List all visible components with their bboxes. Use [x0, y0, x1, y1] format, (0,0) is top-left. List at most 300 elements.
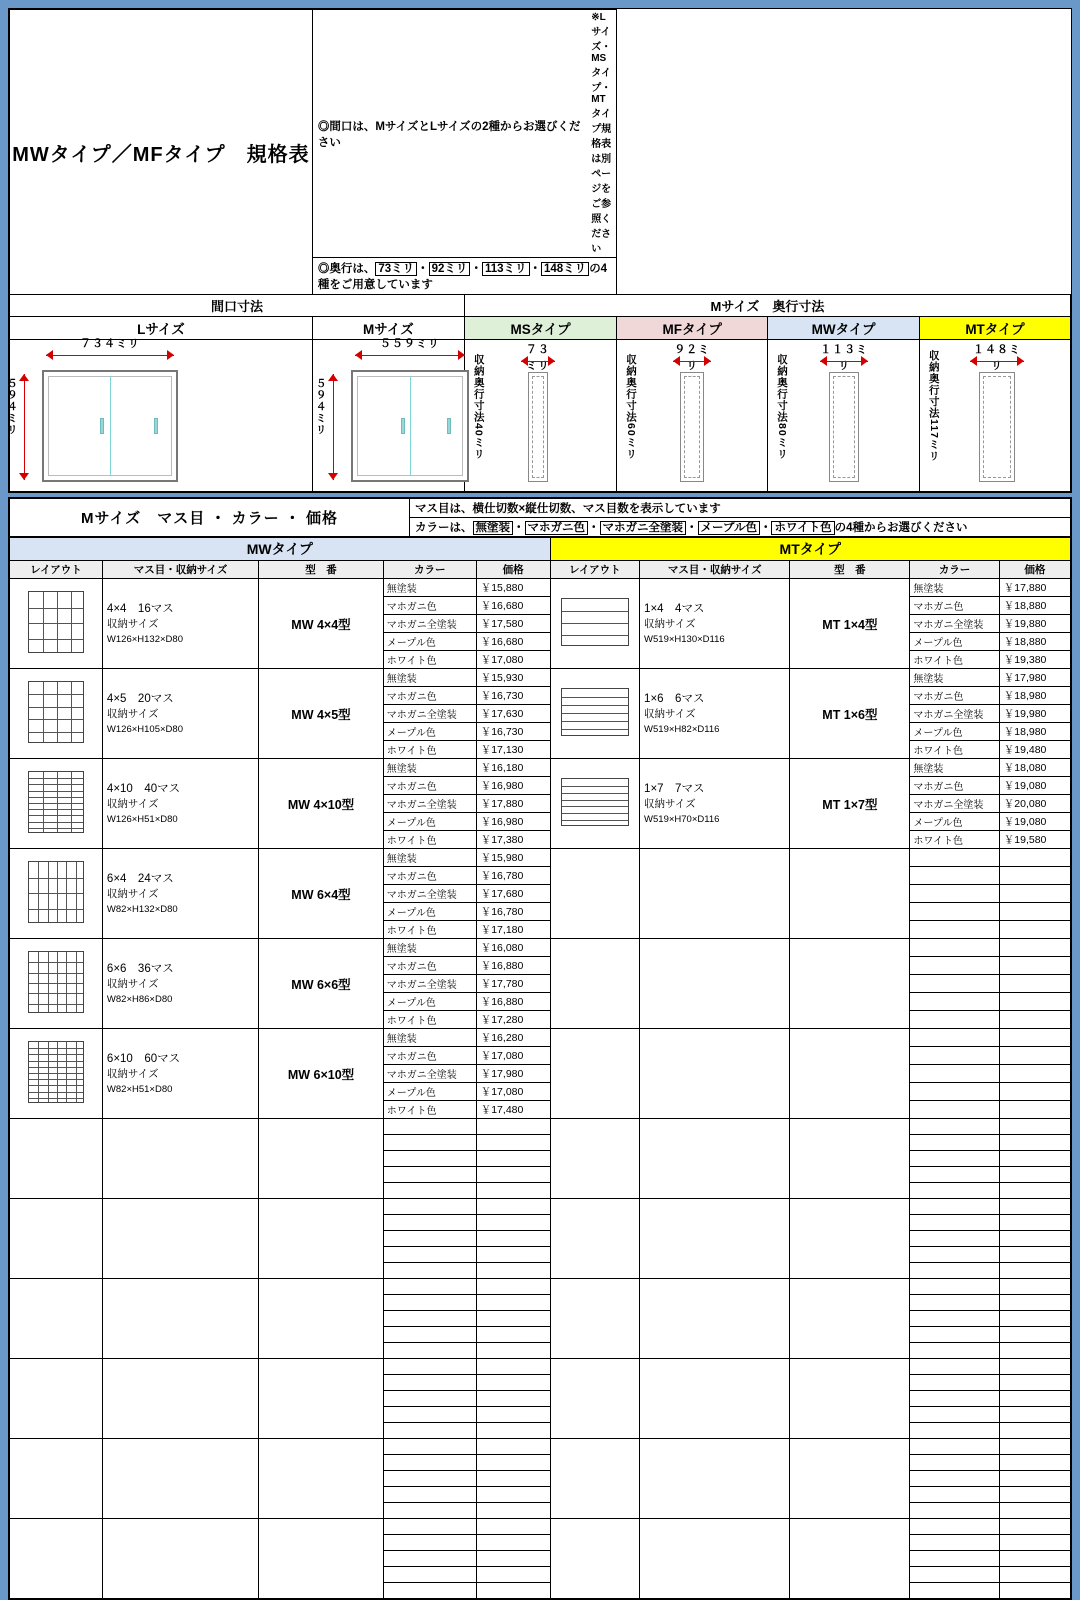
mw-price-cell — [476, 1231, 550, 1247]
mw-spec-cell — [102, 1519, 258, 1599]
mw-spec-cell — [102, 759, 258, 849]
layout-thumbnail — [28, 591, 84, 653]
mt-price-cell — [999, 1295, 1070, 1311]
depth-value-3: 113ミリ — [482, 262, 530, 276]
mf-width-label: ９２ミリ — [674, 344, 711, 372]
mt-price-cell: ￥19,980 — [999, 705, 1070, 723]
mw-color-cell: マホガニ全塗装 — [383, 975, 476, 993]
mw-spec-cell — [102, 1119, 258, 1199]
storage-label: 収納サイズ — [644, 798, 696, 811]
mt-color-cell — [910, 903, 999, 921]
mw-color-cell: マホガニ色 — [383, 1047, 476, 1065]
mt-color-cell — [910, 993, 999, 1011]
mt-price-cell: ￥19,380 — [999, 651, 1070, 669]
mt-color-cell: メープル色 — [910, 813, 999, 831]
mt-model-cell — [790, 1029, 910, 1119]
mw-color-cell — [383, 1439, 476, 1455]
mt-model-cell — [790, 849, 910, 939]
depth-value-2: 92ミリ — [429, 262, 471, 276]
mw-price-cell: ￥17,980 — [476, 1065, 550, 1083]
mw-price-cell — [476, 1375, 550, 1391]
mt-color-cell: ホワイト色 — [910, 741, 999, 759]
note-colors-post: の4種からお選びください — [834, 522, 968, 534]
mt-color-cell — [910, 867, 999, 885]
mw-price-cell — [476, 1487, 550, 1503]
cell-count: 1×4 4マス — [644, 602, 705, 615]
mt-price-cell — [999, 993, 1070, 1011]
layout-thumbnail — [28, 861, 84, 923]
mt-layout-cell — [550, 1519, 639, 1599]
section-width-header: 間口寸法 — [10, 295, 465, 317]
mw-model-cell: MW 4×5型 — [259, 669, 384, 759]
mt-color-cell — [910, 1101, 999, 1119]
mw-price-cell — [476, 1199, 550, 1215]
mt-spec-cell — [640, 939, 790, 1029]
size-header-mf: MFタイプ — [617, 317, 768, 340]
mw-layout-cell — [10, 849, 103, 939]
mt-price-cell — [999, 1083, 1070, 1101]
mt-price-cell — [999, 1567, 1070, 1583]
mt-price-cell — [999, 921, 1070, 939]
mw-price-cell — [476, 1391, 550, 1407]
table-row — [10, 849, 1071, 867]
storage-label: 収納サイズ — [106, 708, 159, 721]
mt-spec-cell — [640, 1029, 790, 1119]
mt-layout-cell — [550, 939, 639, 1029]
mt-spec-cell — [640, 1199, 790, 1279]
mw-color-cell: 無塗装 — [383, 849, 476, 867]
mw-price-cell — [476, 1167, 550, 1183]
mt-price-cell — [999, 1391, 1070, 1407]
mt-color-cell — [910, 921, 999, 939]
mw-price-cell: ￥17,480 — [476, 1101, 550, 1119]
mt-color-cell — [910, 1295, 999, 1311]
mt-price-cell — [999, 903, 1070, 921]
mw-layout-cell — [10, 579, 103, 669]
l-cabinet-figure — [42, 370, 178, 482]
mw-color-cell: ホワイト色 — [383, 1011, 476, 1029]
mw-price-cell: ￥16,880 — [476, 957, 550, 975]
mt-price-cell — [999, 1487, 1070, 1503]
mw-color-cell — [383, 1183, 476, 1199]
color-opt-1: 無塗装 — [473, 521, 514, 535]
storage-label: 収納サイズ — [644, 708, 696, 721]
mw-color-cell — [383, 1167, 476, 1183]
diagram-mf-depth — [617, 340, 768, 492]
mw-color-cell: マホガニ色 — [383, 687, 476, 705]
mw-price-cell: ￥16,980 — [476, 813, 550, 831]
mt-color-cell: マホガニ全塗装 — [910, 615, 999, 633]
mt-spec-cell — [640, 1519, 790, 1599]
storage-label: 収納サイズ — [106, 888, 159, 901]
mt-price-cell: ￥19,580 — [999, 831, 1070, 849]
mw-color-cell — [383, 1119, 476, 1135]
mw-model-cell — [259, 1199, 384, 1279]
mt-price-cell — [999, 1215, 1070, 1231]
layout-thumbnail — [28, 951, 84, 1013]
mt-model-cell — [790, 1199, 910, 1279]
mw-color-cell — [383, 1327, 476, 1343]
mw-color-cell — [383, 1471, 476, 1487]
mw-model-cell: MW 6×10型 — [259, 1029, 384, 1119]
price-header-table — [9, 498, 1071, 537]
mt-layout-cell — [550, 1029, 639, 1119]
mt-price-cell — [999, 1167, 1070, 1183]
mf-width-arrow — [673, 344, 711, 372]
storage-label: 収納サイズ — [106, 798, 159, 811]
storage-label: 収納サイズ — [106, 1068, 159, 1081]
section-depth-header: Mサイズ 奥行寸法 — [464, 295, 1070, 317]
mt-color-cell — [910, 1535, 999, 1551]
mt-price-cell — [999, 975, 1070, 993]
mw-color-cell — [383, 1263, 476, 1279]
mw-price-cell — [476, 1519, 550, 1535]
mt-depth-label: 収納奥行寸法117ミリ — [927, 350, 940, 462]
layout-thumbnail — [561, 688, 629, 736]
mw-spec-cell — [102, 669, 258, 759]
mw-price-cell: ￥17,380 — [476, 831, 550, 849]
mw-color-cell: マホガニ全塗装 — [383, 705, 476, 723]
mw-color-cell: 無塗装 — [383, 669, 476, 687]
table-row — [10, 939, 1071, 957]
mt-color-cell — [910, 1083, 999, 1101]
cell-count: 4×4 16マス — [106, 602, 174, 615]
mw-color-cell — [383, 1311, 476, 1327]
mw-price-cell — [476, 1311, 550, 1327]
mt-color-cell — [910, 957, 999, 975]
spec-top-table — [5, 9, 1071, 492]
mw-price-cell — [476, 1279, 550, 1295]
mt-price-cell — [999, 1503, 1070, 1519]
mt-price-cell — [999, 1311, 1070, 1327]
mt-color-cell — [910, 1311, 999, 1327]
col-color-mt: カラー — [910, 561, 999, 579]
mw-layout-cell — [10, 669, 103, 759]
mt-color-cell: マホガニ色 — [910, 687, 999, 705]
mw-color-cell — [383, 1279, 476, 1295]
mw-color-cell — [383, 1231, 476, 1247]
mt-model-cell: MT 1×6型 — [790, 669, 910, 759]
mw-layout-cell — [10, 1279, 103, 1359]
mt-color-cell: マホガニ全塗装 — [910, 705, 999, 723]
mw-color-cell — [383, 1423, 476, 1439]
mw-color-cell: マホガニ全塗装 — [383, 885, 476, 903]
mw-slab-figure — [829, 372, 859, 482]
cell-count: 4×5 20マス — [106, 692, 174, 705]
mw-color-cell — [383, 1455, 476, 1471]
mw-color-cell — [383, 1359, 476, 1375]
mt-width-arrow — [970, 344, 1024, 372]
mt-price-cell — [999, 1407, 1070, 1423]
table-row — [10, 759, 1071, 777]
col-model-mw: 型 番 — [259, 561, 384, 579]
size-header-mt: MTタイプ — [919, 317, 1070, 340]
mt-color-cell: 無塗装 — [910, 669, 999, 687]
mw-color-cell: マホガニ色 — [383, 777, 476, 795]
group-header-mw: MWタイプ — [10, 538, 551, 561]
cell-count: 1×7 7マス — [644, 782, 705, 795]
mt-color-cell — [910, 885, 999, 903]
mt-price-cell — [999, 867, 1070, 885]
mw-price-cell: ￥16,680 — [476, 597, 550, 615]
l-width-label: ７３４ミリ — [80, 338, 140, 350]
mt-color-cell: メープル色 — [910, 723, 999, 741]
mt-spec-cell — [640, 1359, 790, 1439]
mw-width-label: １１３ミリ — [820, 344, 869, 372]
diagram-mw-depth — [768, 340, 920, 492]
mt-price-cell — [999, 1199, 1070, 1215]
mw-model-cell — [259, 1359, 384, 1439]
mt-color-cell — [910, 1407, 999, 1423]
mt-layout-cell — [550, 1439, 639, 1519]
mw-price-cell — [476, 1535, 550, 1551]
mt-layout-cell — [550, 1199, 639, 1279]
mw-color-cell — [383, 1343, 476, 1359]
mt-color-cell — [910, 1375, 999, 1391]
mt-color-cell — [910, 1343, 999, 1359]
mt-model-cell — [790, 1439, 910, 1519]
mw-spec-cell — [102, 1359, 258, 1439]
mt-color-cell — [910, 1151, 999, 1167]
mt-spec-cell — [640, 1119, 790, 1199]
mt-price-cell — [999, 1439, 1070, 1455]
col-layout-mt: レイアウト — [550, 561, 639, 579]
mt-price-cell — [999, 1471, 1070, 1487]
layout-thumbnail — [561, 778, 629, 826]
mt-color-cell — [910, 939, 999, 957]
note-width-row — [312, 10, 616, 258]
layout-thumbnail — [28, 1041, 84, 1103]
mt-color-cell — [910, 1391, 999, 1407]
mw-width-arrow — [820, 344, 869, 372]
m-cabinet-figure — [351, 370, 469, 482]
mw-price-cell — [476, 1551, 550, 1567]
mw-price-cell — [476, 1439, 550, 1455]
mw-price-cell — [476, 1151, 550, 1167]
mt-color-cell: マホガニ色 — [910, 597, 999, 615]
mw-price-cell: ￥17,080 — [476, 651, 550, 669]
storage-dims: W519×H82×D116 — [644, 723, 720, 735]
mt-price-cell — [999, 1375, 1070, 1391]
mw-price-cell: ￥16,730 — [476, 723, 550, 741]
note-width: ◎間口は、MサイズとLサイズの2種からお選びください — [317, 120, 581, 149]
mw-color-cell — [383, 1583, 476, 1599]
mt-color-cell — [910, 1359, 999, 1375]
note-other-page: ※Lサイズ・MSタイプ・MTタイプ規格表は別ページをご参照ください — [591, 12, 612, 255]
mt-price-cell: ￥17,980 — [999, 669, 1070, 687]
mt-spec-cell — [640, 1279, 790, 1359]
m-height-label: ５９４ミリ — [314, 378, 327, 436]
mt-layout-cell — [550, 759, 639, 849]
mw-layout-cell — [10, 1119, 103, 1199]
mt-color-cell — [910, 1011, 999, 1029]
price-table — [9, 537, 1071, 1599]
mw-layout-cell — [10, 1199, 103, 1279]
mw-model-cell — [259, 1519, 384, 1599]
mw-spec-cell — [102, 579, 258, 669]
storage-dims: W82×H132×D80 — [106, 903, 178, 915]
mt-spec-cell — [640, 579, 790, 669]
table-row — [10, 1119, 1071, 1135]
mw-color-cell — [383, 1135, 476, 1151]
mw-color-cell — [383, 1407, 476, 1423]
price-block-title: Mサイズ マス目 ・ カラー ・ 価格 — [10, 499, 410, 537]
mt-price-cell: ￥18,080 — [999, 759, 1070, 777]
mw-color-cell — [383, 1551, 476, 1567]
mt-price-cell: ￥20,080 — [999, 795, 1070, 813]
mw-price-cell: ￥17,880 — [476, 795, 550, 813]
table-row — [10, 579, 1071, 597]
mt-price-cell — [999, 1183, 1070, 1199]
mt-color-cell: ホワイト色 — [910, 831, 999, 849]
mw-spec-cell — [102, 1199, 258, 1279]
mw-color-cell — [383, 1295, 476, 1311]
table-row — [10, 669, 1071, 687]
mt-price-cell — [999, 1135, 1070, 1151]
mw-color-cell: 無塗装 — [383, 759, 476, 777]
mw-color-cell: マホガニ全塗装 — [383, 795, 476, 813]
mw-price-cell: ￥16,680 — [476, 633, 550, 651]
mw-color-cell — [383, 1247, 476, 1263]
table-row — [10, 1029, 1071, 1047]
size-header-mw: MWタイプ — [768, 317, 920, 340]
ms-slab-figure — [528, 372, 548, 482]
mt-price-cell — [999, 1519, 1070, 1535]
mt-layout-cell — [550, 1119, 639, 1199]
col-price-mt: 価格 — [999, 561, 1070, 579]
col-color-mw: カラー — [383, 561, 476, 579]
mw-model-cell — [259, 1119, 384, 1199]
mt-layout-cell — [550, 669, 639, 759]
mt-color-cell — [910, 1487, 999, 1503]
cell-count: 6×10 60マス — [106, 1052, 181, 1065]
mf-slab-figure — [680, 372, 704, 482]
mw-price-cell: ￥17,280 — [476, 1011, 550, 1029]
note-depth-row: ◎奥行は、 73ミリ ・ 92ミリ ・ 113ミリ ・ 148ミリ の4種をご用意しています — [312, 258, 616, 295]
mw-price-cell — [476, 1503, 550, 1519]
mt-price-cell — [999, 1535, 1070, 1551]
mw-price-cell — [476, 1423, 550, 1439]
mw-layout-cell — [10, 939, 103, 1029]
storage-label: 収納サイズ — [644, 618, 696, 631]
size-header-l: Lサイズ — [10, 317, 313, 340]
mt-price-cell: ￥17,880 — [999, 579, 1070, 597]
color-opt-3: マホガニ全塗装 — [600, 521, 687, 535]
mt-price-cell — [999, 1455, 1070, 1471]
mw-spec-cell — [102, 1029, 258, 1119]
mw-spec-cell — [102, 849, 258, 939]
mt-color-cell — [910, 1583, 999, 1599]
mt-price-cell — [999, 957, 1070, 975]
cell-count: 4×10 40マス — [106, 782, 181, 795]
mw-color-cell: 無塗装 — [383, 1029, 476, 1047]
cell-count: 6×4 24マス — [106, 872, 174, 885]
mw-model-cell: MW 4×10型 — [259, 759, 384, 849]
mt-color-cell: マホガニ全塗装 — [910, 795, 999, 813]
mt-color-cell — [910, 1199, 999, 1215]
mt-price-cell — [999, 885, 1070, 903]
mt-color-cell — [910, 1503, 999, 1519]
table-row — [10, 1519, 1071, 1535]
size-header-ms: MSタイプ — [464, 317, 616, 340]
mt-color-cell — [910, 1047, 999, 1065]
mt-price-cell: ￥18,880 — [999, 633, 1070, 651]
mw-color-cell: マホガニ全塗装 — [383, 615, 476, 633]
layout-thumbnail — [28, 681, 84, 743]
table-row — [10, 1359, 1071, 1375]
mt-model-cell — [790, 1279, 910, 1359]
mw-price-cell — [476, 1183, 550, 1199]
mw-color-cell: メープル色 — [383, 1083, 476, 1101]
mt-price-cell: ￥19,080 — [999, 813, 1070, 831]
mt-layout-cell — [550, 1279, 639, 1359]
mw-price-cell: ￥17,780 — [476, 975, 550, 993]
mt-color-cell — [910, 1263, 999, 1279]
mw-price-cell — [476, 1215, 550, 1231]
mt-price-cell — [999, 1029, 1070, 1047]
diagram-m-size — [312, 340, 464, 492]
mw-price-cell: ￥17,080 — [476, 1047, 550, 1065]
mw-color-cell: ホワイト色 — [383, 831, 476, 849]
mt-color-cell — [910, 1279, 999, 1295]
color-opt-5: ホワイト色 — [771, 521, 834, 535]
mw-color-cell — [383, 1199, 476, 1215]
mw-price-cell: ￥16,780 — [476, 903, 550, 921]
mw-model-cell: MW 4×4型 — [259, 579, 384, 669]
l-width-arrow — [46, 338, 174, 362]
mt-price-cell: ￥19,080 — [999, 777, 1070, 795]
mw-price-cell — [476, 1567, 550, 1583]
mt-model-cell — [790, 939, 910, 1029]
mw-color-cell — [383, 1215, 476, 1231]
mw-color-cell — [383, 1151, 476, 1167]
mw-price-cell: ￥16,730 — [476, 687, 550, 705]
diagram-mt-depth — [919, 340, 1070, 492]
mt-model-cell: MT 1×4型 — [790, 579, 910, 669]
m-width-label: ５５９ミリ — [379, 338, 440, 350]
note-depth-post: の4種をご用意しています — [317, 263, 608, 291]
mt-color-cell — [910, 1551, 999, 1567]
mw-price-cell — [476, 1119, 550, 1135]
mw-color-cell — [383, 1519, 476, 1535]
mt-color-cell: メープル色 — [910, 633, 999, 651]
mw-price-cell: ￥16,080 — [476, 939, 550, 957]
table-row — [10, 1279, 1071, 1295]
mt-color-cell — [910, 1119, 999, 1135]
mw-color-cell: メープル色 — [383, 813, 476, 831]
layout-thumbnail — [561, 598, 629, 646]
mw-color-cell — [383, 1391, 476, 1407]
mw-price-cell — [476, 1471, 550, 1487]
mt-color-cell — [910, 1029, 999, 1047]
diagram-ms-depth — [464, 340, 616, 492]
table-row — [10, 1199, 1071, 1215]
mt-model-cell — [790, 1359, 910, 1439]
mt-price-cell — [999, 1343, 1070, 1359]
storage-dims: W519×H70×D116 — [644, 813, 720, 825]
mw-spec-cell — [102, 939, 258, 1029]
storage-dims: W519×H130×D116 — [644, 633, 725, 645]
cell-count: 6×6 36マス — [106, 962, 174, 975]
mw-spec-cell — [102, 1279, 258, 1359]
mw-color-cell — [383, 1487, 476, 1503]
table-row — [10, 1439, 1071, 1455]
mt-price-cell — [999, 1423, 1070, 1439]
mt-layout-cell — [550, 1359, 639, 1439]
mt-color-cell: マホガニ色 — [910, 777, 999, 795]
m-width-arrow — [355, 338, 465, 362]
spec-top-block — [5, 8, 1072, 493]
